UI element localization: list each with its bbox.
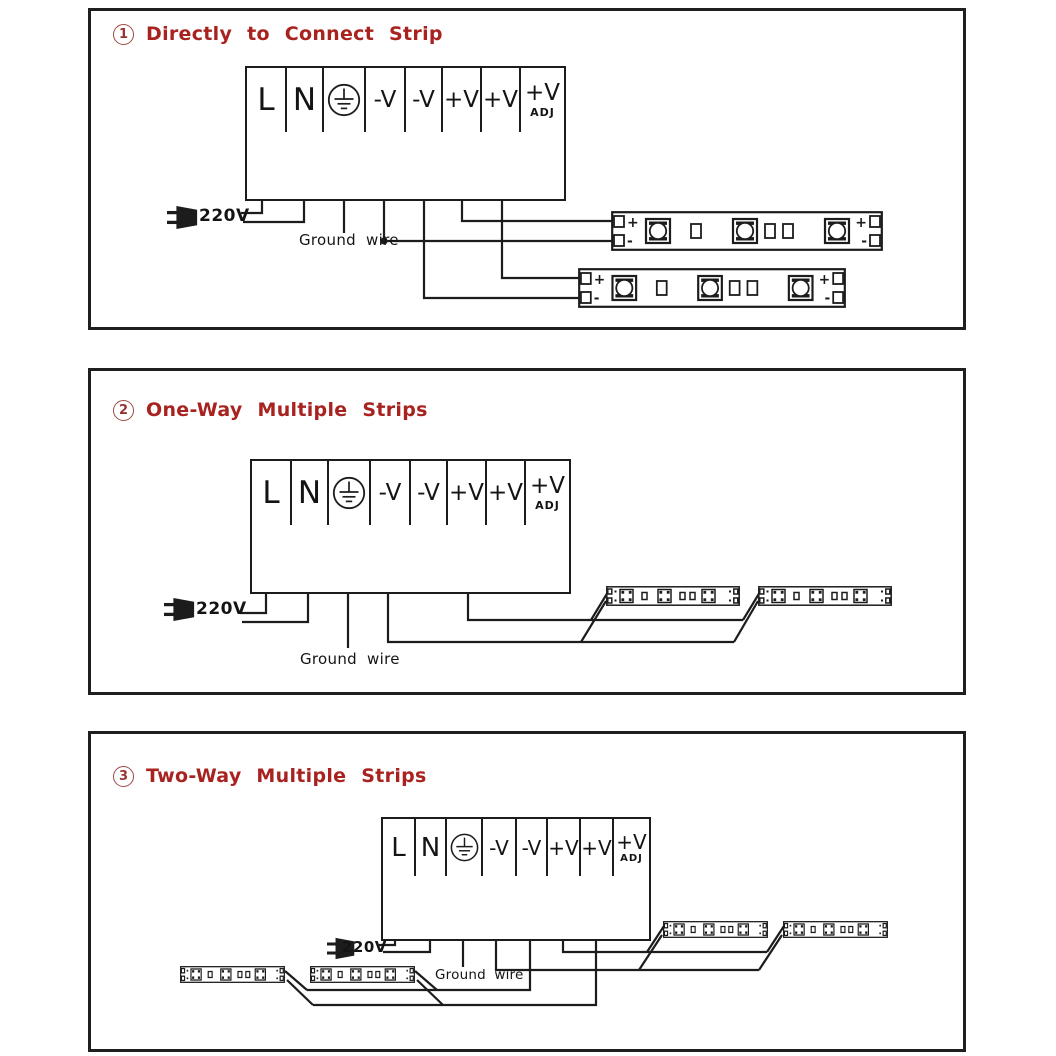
- led-strip: [759, 587, 891, 605]
- terminal-posV-2: +V: [482, 68, 521, 132]
- ac-plug-icon: [164, 598, 194, 621]
- power-supply-terminal-block: [245, 66, 566, 201]
- terminal-L: L: [383, 819, 416, 876]
- terminal-posV-1: +V: [448, 461, 487, 525]
- terminal-posV-2: +V: [581, 819, 614, 876]
- terminal-L: L: [247, 68, 287, 132]
- power-supply-terminal-block: [381, 817, 651, 941]
- step-number-badge: 2: [113, 400, 134, 421]
- led-strip: [664, 922, 768, 938]
- tap-right-strip2-a: [767, 926, 784, 952]
- adj-label: ADJ: [535, 499, 560, 512]
- terminal-negV-2: -V: [406, 68, 443, 132]
- terminal-L: L: [252, 461, 292, 525]
- terminal-label-row: [252, 461, 569, 525]
- tap-strip1-negative: [581, 601, 606, 642]
- panel-two-way-multiple: [88, 731, 966, 1052]
- ground-wire-label: Ground wire: [299, 231, 399, 249]
- adj-label: ADJ: [620, 852, 643, 864]
- step-number-badge: 3: [113, 766, 134, 787]
- led-strip: [579, 269, 845, 307]
- terminal-label-row: [383, 819, 649, 876]
- terminal-negV-1: -V: [366, 68, 406, 132]
- tap-strip1-positive: [591, 592, 608, 620]
- panel-1-title-row: [113, 23, 443, 45]
- panel-one-way-multiple: [88, 368, 966, 695]
- panel-3-title-row: [113, 765, 427, 787]
- terminal-ground: [329, 461, 371, 525]
- terminal-N: N: [292, 461, 329, 525]
- led-strip: [181, 967, 285, 983]
- protective-earth-icon: [449, 832, 480, 863]
- terminal-negV-1: -V: [483, 819, 517, 876]
- posv-adj-label: +V: [616, 829, 647, 854]
- voltage-label: 220V: [196, 599, 247, 619]
- wire-positive-strip2: [502, 189, 580, 278]
- terminal-posV-1: +V: [443, 68, 482, 132]
- terminal-posV-adj: [521, 68, 564, 132]
- voltage-label: 220V: [342, 938, 387, 956]
- terminal-label-row: [247, 68, 564, 132]
- panel-2-title-row: [113, 399, 428, 421]
- adj-label: ADJ: [530, 106, 555, 119]
- power-supply-terminal-block: [250, 459, 571, 594]
- panel-title: Two-Way Multiple Strips: [146, 765, 427, 787]
- voltage-label: 220V: [199, 206, 250, 226]
- terminal-negV-1: -V: [371, 461, 411, 525]
- terminal-posV-1: +V: [548, 819, 581, 876]
- led-strip: [612, 212, 882, 250]
- panel-title: One-Way Multiple Strips: [146, 399, 428, 421]
- posv-adj-label: +V: [529, 473, 565, 499]
- terminal-negV-2: -V: [411, 461, 448, 525]
- terminal-posV-adj: [526, 461, 569, 525]
- terminal-ground: [324, 68, 366, 132]
- terminal-ground: [447, 819, 483, 876]
- posv-adj-label: +V: [524, 80, 560, 106]
- terminal-posV-adj: [614, 819, 649, 876]
- protective-earth-icon: [326, 82, 362, 118]
- terminal-N: N: [287, 68, 324, 132]
- led-strip: [784, 922, 888, 938]
- panel-title: Directly to Connect Strip: [146, 23, 443, 45]
- led-strip: [607, 587, 739, 605]
- ground-wire-label: Ground wire: [435, 967, 524, 983]
- protective-earth-icon: [331, 475, 367, 511]
- led-strip: [311, 967, 415, 983]
- terminal-N: N: [416, 819, 447, 876]
- tap-strip2-positive: [743, 592, 760, 620]
- panel-directly-connect: [88, 8, 966, 330]
- step-number-badge: 1: [113, 24, 134, 45]
- ground-wire-label: Ground wire: [300, 650, 400, 668]
- terminal-posV-2: +V: [487, 461, 526, 525]
- ac-plug-icon: [167, 206, 197, 229]
- tap-strip2-negative: [734, 601, 758, 642]
- terminal-negV-2: -V: [517, 819, 548, 876]
